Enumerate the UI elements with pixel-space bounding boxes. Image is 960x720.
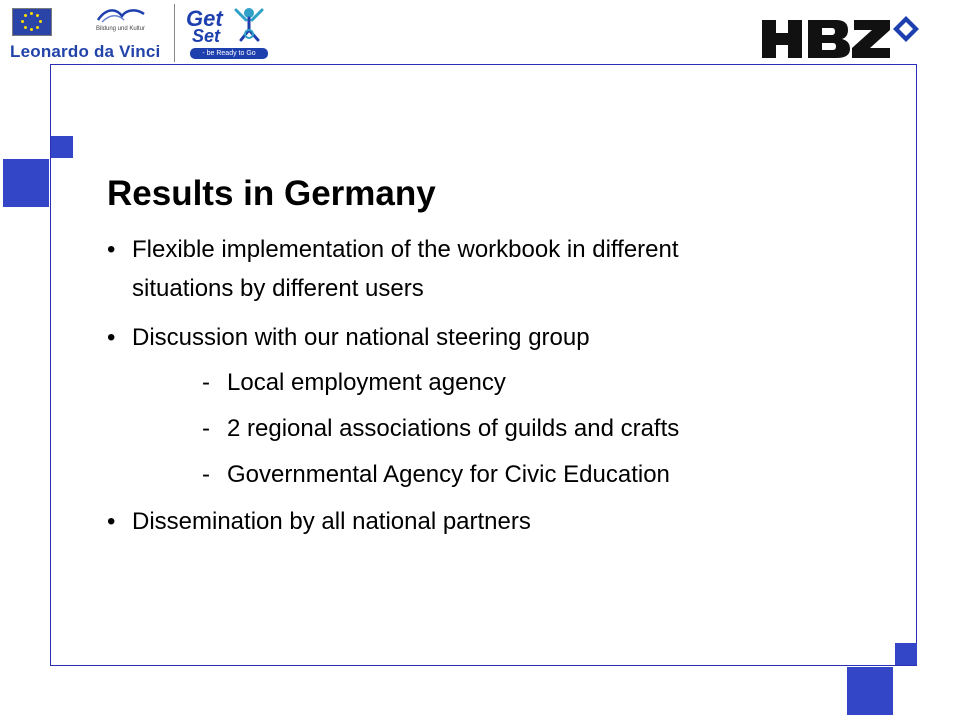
bullet-mark: • [107, 508, 116, 535]
bullet-mark: • [107, 324, 116, 351]
sub-item-text: Local employment agency [227, 369, 506, 396]
slide-title: Results in Germany [107, 174, 436, 213]
bullet-mark: • [107, 236, 116, 263]
sub-item-marker: - [202, 415, 210, 442]
eu-flag-icon [12, 8, 52, 36]
sub-item-marker: - [202, 461, 210, 488]
sub-item-marker: - [202, 369, 210, 396]
slide-frame [50, 64, 917, 666]
getset-figure-icon [232, 6, 266, 42]
sub-item-text: 2 regional associations of guilds and crafts [227, 415, 680, 442]
leonardo-brand-text: Leonardo da Vinci [10, 42, 161, 61]
decor-square-large-right [847, 667, 893, 715]
bildung-text: Bildung und Kultur [96, 26, 146, 32]
decor-square-small-top [51, 136, 73, 158]
bullet-text: Discussion with our national steering group [132, 324, 590, 351]
bullet-text: Flexible implementation of the workbook in different [132, 236, 679, 263]
getset-word-set: Set [192, 26, 221, 46]
decor-square-large-left [3, 159, 49, 207]
decor-square-small-bottom [895, 643, 917, 665]
sub-item-text: Governmental Agency for Civic Education [227, 461, 670, 488]
bullet-text: Dissemination by all national partners [132, 508, 531, 535]
logo-separator [174, 4, 175, 62]
bildung-logo-icon [96, 6, 146, 24]
getset-tagline: - be Ready to Go [190, 48, 268, 59]
getset-logo [180, 4, 272, 62]
hbz-logo [756, 14, 920, 60]
leonardo-getset-logo [8, 4, 270, 62]
bullet-text: situations by different users [132, 275, 424, 302]
getset-word-get: Get [186, 6, 223, 31]
